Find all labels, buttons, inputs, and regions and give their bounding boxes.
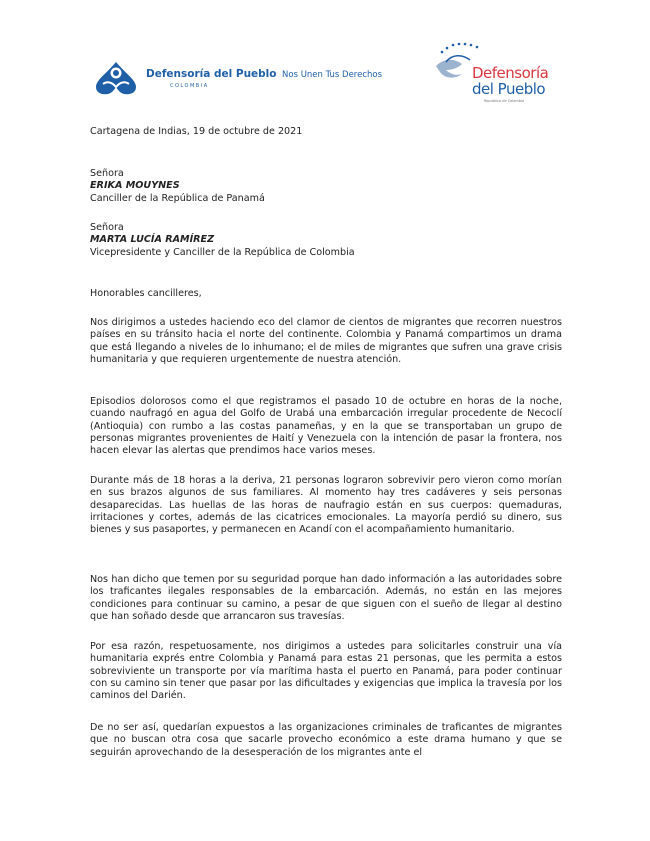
recipient2-title: Vicepresidente y Canciller de la República de Colombia (90, 246, 355, 258)
logo-subtitle: COLOMBIA (170, 83, 209, 89)
recipient1-block (90, 168, 562, 205)
greeting: Honorables cancilleres, (90, 288, 202, 299)
logo-tagline: Nos Unen Tus Derechos (282, 70, 383, 80)
logo-right-line2: del Pueblo (472, 80, 546, 98)
recipient2-name: MARTA LUCÍA RAMÍREZ (90, 234, 215, 246)
place-date: Cartagena de Indias, 19 de octubre de 2021 (90, 126, 303, 137)
paragraph-2: Episodios dolorosos como el que registramos el pasado 10 de octubre en horas de la noche, cuando naufragó en agua del Golfo de Urabá una embarcación irregular procedente de Necoclí (Antioquia) con rumbo a las costas panameñas, y en la que se transportaban un grupo de personas migrantes provenientes de Haití y Venezuela con la intención de pasar la frontera, nos hacen elevar las alertas que prendimos hace varios meses. (90, 396, 562, 457)
logo-brand-name: Defensoría del Pueblo (146, 68, 277, 80)
paragraph-4: Nos han dicho que temen por su seguridad porque han dado información a las autoridades sobre los traficantes ilegales responsables de la embarcación. Además, no están en las mejores condiciones para continuar su camino, a pesar de que siguen con el sueño de llegar al destino que han soñado desde que arrancaron sus travesías. (90, 574, 562, 622)
paragraph-6: De no ser así, quedarían expuestos a las organizaciones criminales de traficantes de migrantes que no buscan otra cosa que sacarle provecho económico a este drama humano y que se seguirán aprovechando de la desesperación de los migrantes ante el (90, 722, 562, 758)
defensoria-logo-left (90, 60, 400, 100)
paragraph-1: Nos dirigimos a ustedes haciendo eco del clamor de cientos de migrantes que recorren nuestros países en su tránsito hacia el norte del continente. Colombia y Panamá compartimos un drama que está llegando a niveles de lo inhumano; el de miles de migrantes que sufren una grave crisis humanitaria y que requieren urgentemente de nuestra atención. (90, 317, 562, 365)
paragraph-5: Por esa razón, respetuosamente, nos dirigimos a ustedes para solicitarles construir una vía humanitaria exprés entre Colombia y Panamá para estas 21 personas, que les permita a estos sobreviviente un transporte por vía marítima hasta el puerto en Panamá, para poder continuar con su camino sin tener que pasar por las dificultades y exigencias que implica la travesía por los caminos del Darién. (90, 641, 562, 702)
drop-people-icon (90, 60, 142, 96)
logo-right-line1: Defensoría (472, 64, 549, 82)
logo-right-line3: República de Colombia (484, 99, 525, 103)
recipient1-salutation: Señora (90, 168, 124, 179)
defensoria-logo-right (432, 40, 572, 110)
recipient2-block (90, 222, 562, 259)
paragraph-3: Durante más de 18 horas a la deriva, 21 personas lograron sobrevivir pero vieron como morían en sus brazos algunos de sus familiares. Al momento hay tres cadáveres y seis personas desaparecidas. Las huellas de las horas de naufragio están en sus cuerpos: quemaduras, irritaciones y cortes, además de las cicatrices emocionales. La mayoría perdió su dinero, sus bienes y sus pasaportes, y permanecen en Acandí con el acompañamiento humanitario. (90, 475, 562, 536)
recipient1-name: ERIKA MOUYNES (90, 180, 180, 192)
recipient1-title: Canciller de la República de Panamá (90, 192, 265, 204)
recipient2-salutation: Señora (90, 222, 124, 233)
